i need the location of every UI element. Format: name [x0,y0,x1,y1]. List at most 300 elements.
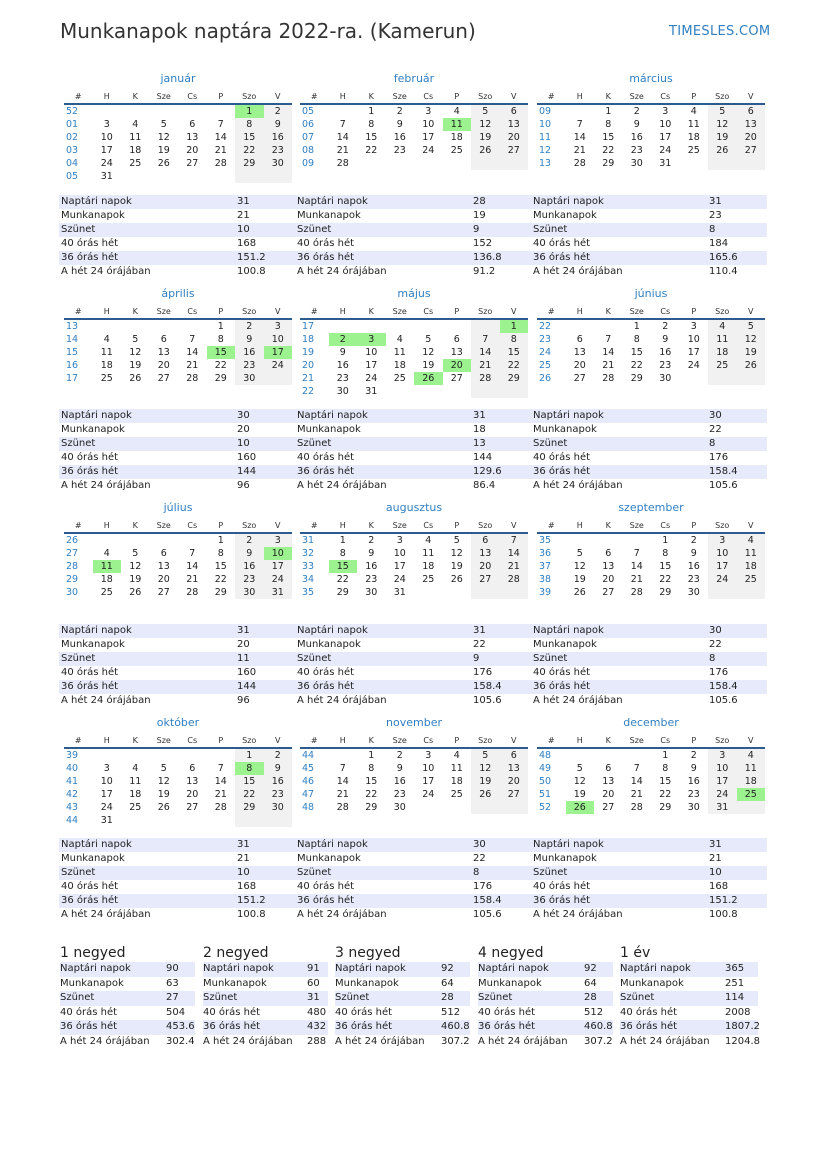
brand-link[interactable]: TIMESLES.COM [669,24,771,39]
day-cell: 19 [573,789,586,800]
stat-row [295,908,531,922]
stat-row [59,624,295,638]
stat-label: Naptári napok [533,839,604,850]
stat-label: Naptári napok [61,625,132,636]
day-cell: 6 [189,119,196,130]
stat-value: 453.6 [166,1021,195,1032]
day-cell: 3 [425,750,432,761]
day-cell [414,586,443,599]
day-header: K [594,305,623,319]
day-cell: 29 [214,587,227,598]
day-cell: 3 [357,333,386,346]
month-stats [59,195,295,279]
week-number: 50 [539,776,552,787]
day-header: Szo [471,734,500,748]
day-cell [150,104,179,118]
stat-value: 160 [237,667,257,678]
day-header: Sze [386,90,415,104]
day-cell: 2 [264,104,293,118]
day-cell: 29 [214,373,227,384]
stat-label: Szünet [335,992,370,1003]
stat-label: 40 órás hét [60,1006,118,1018]
stat-row [295,195,531,209]
week-row [64,775,292,788]
stat-row [59,866,295,880]
day-cell: 17 [708,560,737,573]
stat-label: Naptári napok [297,196,368,207]
day-cell: 1 [662,750,669,761]
month-calendar [300,716,528,814]
day-cell: 13 [573,347,586,358]
day-cell [150,319,179,333]
stat-value: 184 [709,238,729,249]
stat-label: A hét 24 órájában [297,695,387,706]
day-cell: 1 [339,535,346,546]
week-row [64,104,292,118]
day-cell: 31 [100,815,113,826]
day-cell: 31 [264,586,293,599]
stat-value: 105.6 [473,695,502,706]
day-cell [178,748,207,762]
day-cell: 5 [576,763,583,774]
stat-value: 22 [473,853,486,864]
stat-label: Szünet [61,653,96,664]
week-row [537,547,765,560]
day-cell: 18 [687,132,700,143]
week-row [537,533,765,547]
day-cell: 8 [339,548,346,559]
stat-value: 8 [709,224,716,235]
day-cell: 16 [630,132,643,143]
stat-label: Munkanapok [533,853,597,864]
week-row [300,775,528,788]
stat-row [59,852,295,866]
day-header: Cs [414,305,443,319]
stat-value: 307.2 [584,1035,613,1047]
day-cell [150,170,179,183]
stat-row [295,624,531,638]
stat-row [531,866,767,880]
stat-row [60,962,195,977]
stat-value: 60 [307,977,320,989]
stat-value: 20 [237,424,250,435]
day-cell [443,157,472,170]
day-header: Cs [414,734,443,748]
week-row [537,573,765,586]
quarter-title: 2 negyed [203,945,269,961]
stat-row [295,638,531,652]
stat-label: Szünet [203,992,238,1003]
week-row [64,788,292,801]
day-cell: 18 [737,560,766,573]
day-cell: 8 [235,118,264,131]
week-row [537,788,765,801]
stat-value: 31 [473,410,486,421]
week-number: 30 [66,587,79,598]
day-cell: 14 [573,132,586,143]
day-header: V [737,90,766,104]
day-cell: 24 [708,788,737,801]
week-number: 42 [66,789,79,800]
stat-value: 144 [237,466,257,477]
day-cell: 13 [186,132,199,143]
week-row [64,586,292,599]
stat-row [335,977,470,992]
week-row [300,359,528,372]
day-cell: 27 [500,788,529,801]
week-row [537,333,765,346]
week-row [64,814,292,827]
day-cell: 5 [160,763,167,774]
day-cell [235,814,264,827]
day-cell: 26 [414,372,443,385]
day-cell: 21 [630,574,643,585]
stat-value: 28 [584,992,597,1003]
day-cell: 1 [217,535,224,546]
stat-label: Munkanapok [203,977,267,989]
week-number: 33 [302,561,315,572]
stat-value: 512 [441,1006,461,1018]
week-number: 41 [66,776,79,787]
day-cell: 8 [217,548,224,559]
day-cell [708,372,737,385]
stat-row [295,694,531,708]
day-cell [207,104,236,118]
day-header: H [566,305,595,319]
week-row [300,385,528,398]
day-cell: 10 [422,119,435,130]
stat-value: 8 [709,438,716,449]
day-cell: 20 [602,574,615,585]
month-stats [295,195,531,279]
day-cell: 16 [264,775,293,788]
stat-row [295,479,531,493]
week-row [64,359,292,372]
week-number: 35 [302,587,315,598]
day-cell: 26 [129,587,142,598]
day-cell: 1 [662,535,669,546]
day-header: P [680,90,709,104]
month-calendar [537,287,765,385]
week-number: 05 [302,106,315,117]
stat-value: 64 [584,977,597,989]
day-header: Szo [471,305,500,319]
day-cell: 24 [264,573,293,586]
stat-label: Naptári napok [478,963,549,974]
week-number: 14 [66,334,79,345]
stat-label: 40 órás hét [297,881,355,892]
day-header: K [357,90,386,104]
stat-row [203,1006,328,1021]
week-row [64,131,292,144]
day-cell: 5 [708,104,737,118]
day-cell: 17 [100,145,113,156]
day-cell: 14 [500,547,529,560]
stat-row [531,437,767,451]
day-cell: 28 [630,802,643,813]
stat-row [59,908,295,922]
day-cell: 18 [129,145,142,156]
month-table [537,90,765,170]
day-cell: 14 [602,347,615,358]
day-cell: 2 [235,319,264,333]
day-cell: 7 [217,119,224,130]
day-cell: 24 [100,158,113,169]
day-cell: 22 [235,144,264,157]
month-stats [295,838,531,922]
day-cell [566,748,595,762]
stat-value: 302.4 [166,1035,195,1047]
week-number: 26 [66,535,79,546]
stat-row [295,652,531,666]
day-cell: 4 [737,748,766,762]
day-cell [150,533,179,547]
stat-row [295,666,531,680]
stat-row [531,451,767,465]
quarter-summary [335,944,470,1049]
week-row [300,586,528,599]
stat-value: 31 [307,992,320,1003]
stat-value: 158.4 [709,466,738,477]
day-header: H [566,519,595,533]
stat-value: 158.4 [709,681,738,692]
stat-label: 40 órás hét [61,881,119,892]
week-number: 07 [302,132,315,143]
stat-label: A hét 24 órájában [60,1035,150,1047]
month-name: június [634,287,668,300]
week-row [537,748,765,762]
stat-row [59,479,295,493]
day-cell: 11 [443,118,472,131]
day-cell: 8 [368,119,375,130]
day-cell: 6 [737,104,766,118]
month-name: április [161,287,195,300]
stat-row [59,694,295,708]
day-cell: 28 [336,158,349,169]
day-header: Sze [150,90,179,104]
day-cell: 22 [602,145,615,156]
day-cell: 22 [659,574,672,585]
day-cell: 1 [368,106,375,117]
day-cell: 21 [336,789,349,800]
stat-label: A hét 24 órájában [61,695,151,706]
day-cell: 4 [453,750,460,761]
day-header: Szo [235,519,264,533]
day-cell: 6 [160,548,167,559]
day-cell: 12 [471,118,500,131]
day-cell: 17 [393,561,406,572]
day-header: P [680,305,709,319]
day-cell: 21 [186,360,199,371]
day-cell: 18 [450,132,463,143]
day-cell: 10 [708,762,737,775]
day-cell: 25 [100,373,113,384]
week-row [64,748,292,762]
day-cell: 1 [500,319,529,333]
stat-value: 100.8 [237,909,266,920]
day-cell [264,372,293,385]
day-cell: 17 [422,776,435,787]
day-cell: 6 [160,334,167,345]
day-cell: 12 [573,561,586,572]
stat-label: Munkanapok [61,853,125,864]
day-header: Sze [386,734,415,748]
day-header: Sze [386,519,415,533]
week-number: 09 [302,158,315,169]
day-cell [329,104,358,118]
day-header: V [264,305,293,319]
week-number: 03 [66,145,79,156]
month-name: december [623,716,679,729]
day-cell: 29 [602,158,615,169]
day-cell: 25 [737,788,766,801]
day-cell: 12 [737,333,766,346]
day-cell: 3 [425,106,432,117]
day-cell: 12 [422,347,435,358]
week-row [537,586,765,599]
stat-label: 36 órás hét [620,1021,678,1032]
quarter-title: 1 negyed [60,945,126,961]
stat-label: Szünet [533,653,568,664]
day-cell: 4 [453,106,460,117]
day-cell: 6 [576,334,583,345]
day-cell: 21 [602,360,615,371]
day-cell: 19 [157,789,170,800]
day-cell [737,801,766,814]
day-cell: 8 [633,334,640,345]
day-cell [737,586,766,599]
stat-label: Szünet [61,224,96,235]
day-header: Szo [471,90,500,104]
stat-row [295,852,531,866]
stat-row [59,195,295,209]
day-cell: 1 [368,750,375,761]
day-cell: 11 [687,119,700,130]
day-cell: 14 [630,776,643,787]
week-number: 37 [539,561,552,572]
day-cell: 20 [471,560,500,573]
week-row [537,560,765,573]
week-number: 08 [302,145,315,156]
week-row [64,319,292,333]
day-cell: 17 [365,360,378,371]
day-cell: 8 [662,763,669,774]
week-number: 18 [302,334,315,345]
week-number: 49 [539,763,552,774]
month-name: augusztus [385,501,443,514]
day-cell: 19 [422,360,435,371]
day-cell: 7 [633,763,640,774]
week-number: 48 [302,802,315,813]
day-cell: 1 [235,104,264,118]
week-number: 28 [66,561,79,572]
stat-label: Szünet [297,653,332,664]
day-cell: 2 [662,321,669,332]
week-row [300,104,528,118]
stat-row [531,409,767,423]
day-cell: 20 [500,131,529,144]
day-cell: 8 [500,333,529,346]
stat-label: A hét 24 órájában [61,266,151,277]
day-cell: 21 [500,560,529,573]
stat-value: 28 [473,196,486,207]
stat-row [59,652,295,666]
day-header: H [329,734,358,748]
week-row [64,170,292,183]
stat-label: Munkanapok [61,639,125,650]
day-cell: 24 [100,802,113,813]
stat-value: 9 [473,224,480,235]
day-cell: 23 [235,359,264,372]
day-cell: 25 [422,574,435,585]
stat-row [335,1006,470,1021]
week-row [537,372,765,385]
month-stats [531,409,767,493]
stat-label: A hét 24 órájában [297,909,387,920]
day-cell: 29 [500,372,529,385]
month-table [64,519,292,599]
week-row [537,801,765,814]
stat-label: Szünet [533,438,568,449]
stat-value: 31 [709,196,722,207]
day-cell: 29 [630,373,643,384]
day-cell [566,319,595,333]
day-cell: 17 [264,346,293,359]
day-cell [500,586,529,599]
week-number: 34 [302,574,315,585]
stat-row [478,1020,613,1035]
day-cell: 30 [687,802,700,813]
month-calendar [300,287,528,398]
stat-value: 176 [473,881,493,892]
quarter-title: 4 negyed [478,945,544,961]
day-cell: 10 [687,334,700,345]
month-calendar [300,501,528,599]
week-number: 15 [66,347,79,358]
day-cell: 5 [471,748,500,762]
day-cell: 20 [573,360,586,371]
stat-row [531,908,767,922]
day-cell: 15 [659,776,672,787]
day-cell: 24 [422,145,435,156]
day-cell: 2 [396,750,403,761]
stat-label: A hét 24 órájában [533,909,623,920]
day-cell [386,157,415,170]
week-row [300,144,528,157]
stat-value: 105.6 [473,909,502,920]
day-cell: 31 [393,587,406,598]
week-row [64,157,292,170]
day-cell: 13 [186,776,199,787]
day-cell: 31 [708,801,737,814]
day-cell: 1 [633,321,640,332]
page-title: Munkanapok naptára 2022-ra. (Kamerun) [60,19,476,43]
day-header: Sze [150,305,179,319]
month-table [300,90,528,170]
stat-label: Munkanapok [533,639,597,650]
stat-row [620,977,758,992]
day-cell [471,586,500,599]
week-row [64,144,292,157]
stat-row [531,880,767,894]
day-header: Szo [708,519,737,533]
stat-label: 36 órás hét [478,1021,536,1032]
day-header: V [737,305,766,319]
stat-value: 92 [441,963,454,974]
day-cell: 2 [633,106,640,117]
stat-value: 11 [237,653,250,664]
stat-value: 151.2 [237,252,266,263]
